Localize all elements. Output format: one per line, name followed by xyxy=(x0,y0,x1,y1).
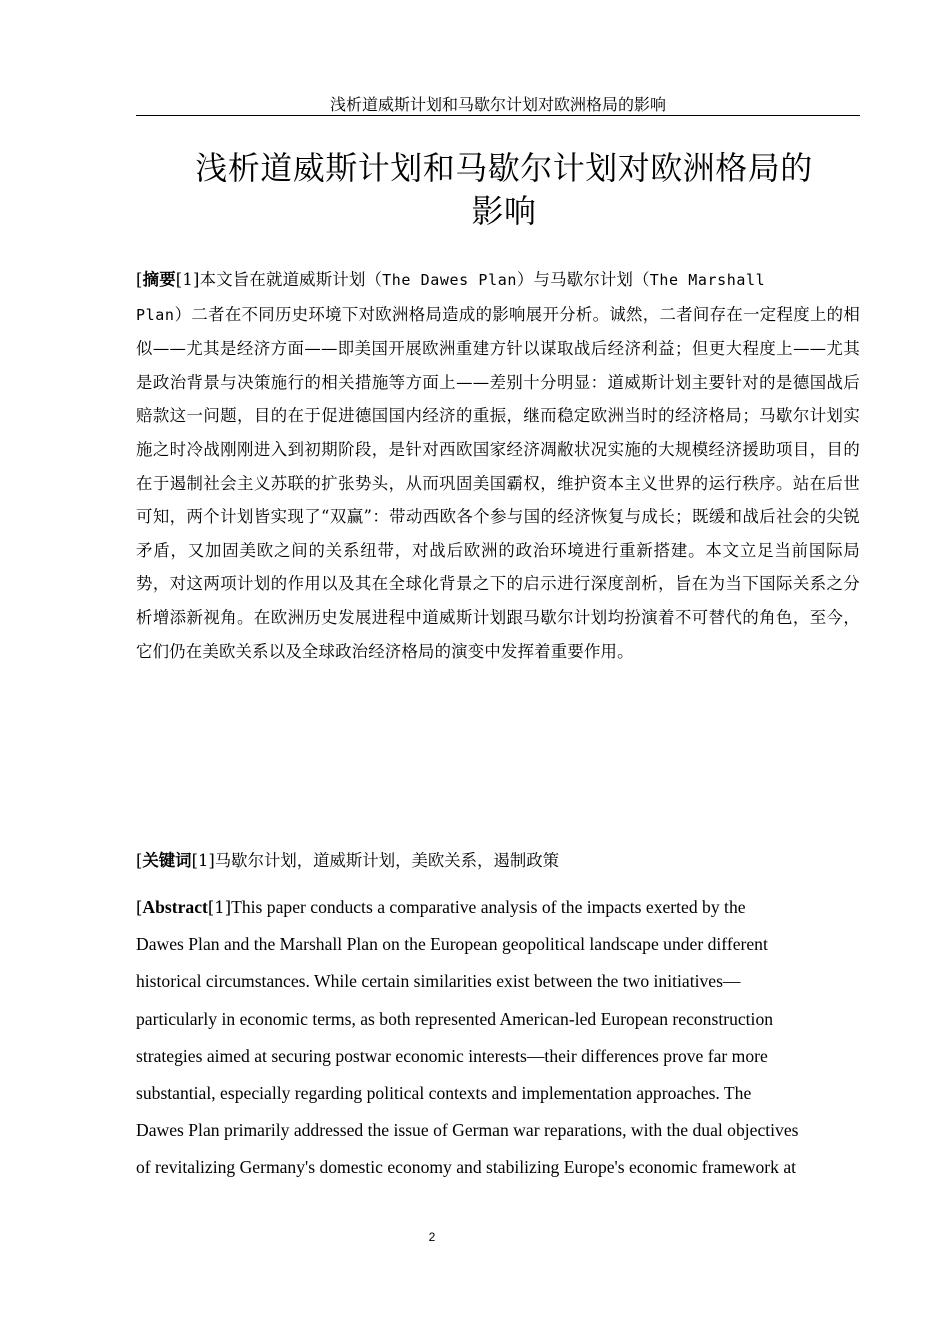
keywords-chinese xyxy=(136,847,860,875)
keywords-text: 马歇尔计划，道威斯计划，美欧关系，遏制政策 xyxy=(214,851,559,870)
abstract-en-note: [1] xyxy=(207,898,232,917)
header-rule xyxy=(136,115,860,116)
abstract-chinese xyxy=(136,263,860,668)
keywords-bracket: [ xyxy=(136,851,143,870)
keywords-label: 关键词 xyxy=(142,851,192,870)
abstract-en-line xyxy=(136,889,860,926)
marshall-plan-english-2: Plan xyxy=(136,305,175,324)
abstract-en-label: Abstract xyxy=(142,897,208,917)
page-title xyxy=(150,147,858,233)
keywords-note: [1] xyxy=(191,851,215,870)
abstract-en-line: historical circumstances. While certain similarities exist between the two initiatives— xyxy=(136,971,741,992)
abstract-en-line-text: This paper conducts a comparative analysis of the impacts exerted by the xyxy=(231,897,746,917)
abstract-english xyxy=(136,889,860,1187)
abstract-cn-text-c: ）二者在不同历史环境下对欧洲格局造成的影响展开分析。诚然，二者间存在一定程度上的相似——尤其是经济方面——即美国开展欧洲重建方针以谋取战后经济利益；但更大程度上——尤其是政治背景与决策施行的相关措施等方面上——差别十分明显：道威斯计划主要针对的是德国战后赔款这一问题，目的在于促进德国国内经济的重振，继而稳定欧洲当时的经济格局；马歇尔计划实施之时冷战刚刚进入到初期阶段，是针对西欧国家经济凋敝状况实施的大规模经济援助项目，目的在于遏制社会主义苏联的扩张势头，从而巩固美国霸权，维护资本主义世界的运行秩序。站在后世可知，两个计划皆实现了“双赢”：带动西欧各个参与国的经济恢复与成长；既缓和战后社会的尖锐矛盾，又加固美欧之间的关系纽带，对战后欧洲的政治环境进行重新搭建。本文立足当前国际局势，对这两项计划的作用以及其在全球化背景之下的启示进行深度剖析，旨在为当下国际关系之分析增添新视角。在欧洲历史发展进程中道威斯计划跟马歇尔计划均扮演着不可替代的角色，至今，它们仍在美欧关系以及全球政治经济格局的演变中发挥着重要作用。 xyxy=(136,304,860,661)
abstract-en-bracket: [ xyxy=(136,898,143,917)
abstract-en-line: of revitalizing Germany's domestic economy and stabilizing Europe's economic framework at xyxy=(136,1157,797,1178)
abstract-en-line: strategies aimed at securing postwar economic interests—their differences prove far more xyxy=(136,1045,768,1066)
abstract-en-line: Dawes Plan and the Marshall Plan on the European geopolitical landscape under different xyxy=(136,934,768,955)
title-line-1: 浅析道威斯计划和马歇尔计划对欧洲格局的 xyxy=(195,149,813,187)
abstract-cn-note: [1] xyxy=(175,270,200,289)
abstract-cn-bracket: [ xyxy=(136,270,143,289)
abstract-cn-label: 摘要 xyxy=(142,270,176,289)
abstract-en-line: particularly in economic terms, as both represented American-led European reconstruction xyxy=(136,1008,774,1029)
abstract-cn-text-a: 本文旨在就道威斯计划（ xyxy=(199,270,383,289)
abstract-cn-text-b: ）与马歇尔计划（ xyxy=(516,270,650,289)
running-header: 浅析道威斯计划和马歇尔计划对欧洲格局的影响 xyxy=(329,95,666,114)
dawes-plan-english: The Dawes Plan xyxy=(382,271,517,289)
marshall-plan-english-1: The Marshall xyxy=(649,271,766,289)
abstract-en-line: Dawes Plan primarily addressed the issue of German war reparations, with the dual objectives xyxy=(136,1120,799,1141)
title-line-2: 影响 xyxy=(471,192,537,230)
page-number: 2 xyxy=(428,1230,436,1244)
abstract-en-line: substantial, especially regarding political contexts and implementation approaches. The xyxy=(136,1083,752,1104)
